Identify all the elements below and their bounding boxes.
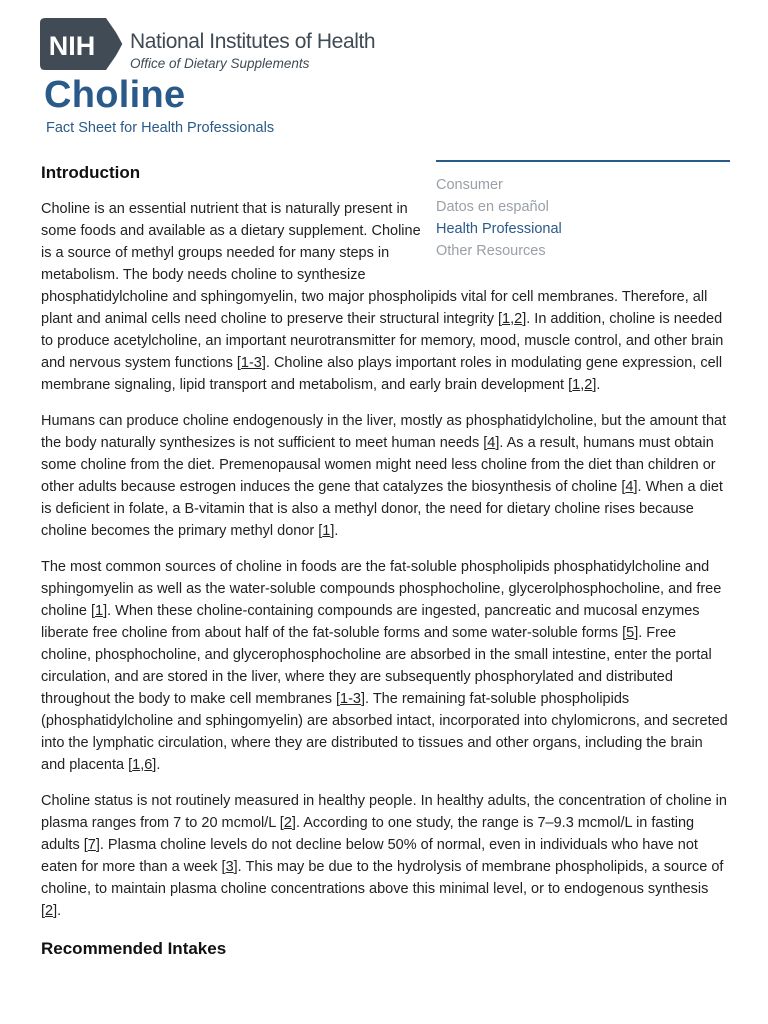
text-run: Choline is an essential nutrient that is naturally present in some foods and available as a dietary supplement. Choline is a source of methyl groups needed for many steps in metabolism. The body needs choline to synthesize phosphatidylcholine and sphingomyelin, two major phospholipids vital for cell membranes. Therefore, all plant and animal cells need choline to preserve their structural integrity [ [41,201,708,327]
reference-link[interactable]: 1 [322,523,331,539]
text-run: ]. When these choline-containing compounds are ingested, pancreatic and mucosal enzymes liberate free choline from about half of the fat-soluble forms and some water-soluble forms [ [41,603,700,641]
text-run: The most common sources of choline in foods are the fat-soluble phospholipids phosphatidylcholine and sphingomyelin as well as the water-soluble compounds phosphocholine, glycerolphosphocholine, and free choline [ [41,559,722,619]
text-run: ]. Plasma choline levels do not decline below 50% of normal, even in individuals who have not eaten for more than a week [ [41,837,698,875]
text-run: , [510,311,515,327]
intro-heading: Introduction [41,163,141,182]
nav-other-resources[interactable]: Other Resources [436,243,546,259]
intro-paragraph-3 [41,556,729,776]
reference-link[interactable]: 4 [625,479,634,495]
reference-link[interactable]: 2 [514,311,523,327]
reference-link[interactable]: 1-3 [240,355,262,371]
reference-link[interactable]: 4 [487,435,496,451]
text-run: ]. Free choline, phosphocholine, and glycerophosphocholine are absorbed in the small intestine, enter the portal circulation, and are stored in the liver, where they are subsequently phosphorylated and distributed throughout the body to make cell membranes [ [41,625,712,707]
fact-sheet-nav [436,160,730,270]
nav-health-professional[interactable]: Health Professional [436,221,562,237]
text-run: ]. In addition, choline is needed to produce acetylcholine, an important neurotransmitter for memory, mood, muscle control, and other brain and nervous system functions [ [41,311,724,371]
text-run: , [140,757,145,773]
text-run: ]. [152,757,161,773]
text-run: ]. According to one study, the range is 7–9.3 mcmol/L in fasting adults [ [41,815,695,853]
text-run: , [580,377,585,393]
text-run: ]. [53,903,62,919]
reference-link[interactable]: 3 [225,859,234,875]
text-run: ]. The remaining fat-soluble phospholipids (phosphatidylcholine and sphingomyelin) are absorbed intact, incorporated into chylomicrons, and secreted into the lymphatic circulation, where they are distributed to tissues and other organs, including the brain and placenta [ [41,691,728,773]
main-content [41,160,729,962]
text-run: ]. When a diet is deficient in folate, a B-vitamin that is also a methyl donor, the need for dietary choline rises because choline becomes the primary methyl donor [ [41,479,723,539]
logo-line1: National Institutes of Health [130,30,376,53]
reference-link[interactable]: 1-3 [340,691,361,707]
logo-abbr: NIH [48,31,96,61]
reference-link[interactable]: 2 [45,903,54,919]
reference-link[interactable]: 1 [502,311,511,327]
reference-link[interactable]: 2 [283,815,292,831]
nav-espanol[interactable]: Datos en español [436,199,549,215]
reference-link[interactable]: 1 [95,603,104,619]
reference-link[interactable]: 7 [87,837,96,853]
reference-link[interactable]: 2 [584,377,593,393]
text-run: ]. This may be due to the hydrolysis of membrane phospholipids, a source of choline, to maintain plasma choline concentrations above this minimal level, or to endogenous synthesis [ [41,859,724,919]
text-run: ]. Choline also plays important roles in modulating gene expression, cell membrane signaling, lipid transport and metabolism, and early brain development [ [41,355,723,393]
text-run: Humans can produce choline endogenously in the liver, mostly as phosphatidylcholine, but the amount that the body naturally synthesizes is not sufficient to meet human needs [ [41,413,727,451]
logo-line2: Office of Dietary Supplements [130,56,310,71]
text-run: ]. [330,523,339,539]
intro-paragraph-4 [41,790,729,922]
reference-link[interactable]: 1 [132,757,141,773]
recommended-intakes-heading: Recommended Intakes [41,939,227,958]
reference-link[interactable]: 5 [626,625,635,641]
page-subtitle: Fact Sheet for Health Professionals [46,120,275,136]
nav-consumer[interactable]: Consumer [436,177,503,193]
reference-link[interactable]: 1 [572,377,581,393]
page-title: Choline [44,74,186,116]
text-run: ]. As a result, humans must obtain some choline from the diet. Premenopausal women might need less choline from the diet than children or other adults because estrogen induces the gene that catalyzes the biosynthesis of choline [ [41,435,716,495]
nih-logo-icon [40,18,124,70]
intro-paragraph-2 [41,410,729,542]
text-run: ]. [592,377,601,393]
reference-link[interactable]: 6 [144,757,153,773]
text-run: Choline status is not routinely measured in healthy people. In healthy adults, the concentration of choline in plasma ranges from 7 to 20 mcmol/L [ [41,793,727,831]
